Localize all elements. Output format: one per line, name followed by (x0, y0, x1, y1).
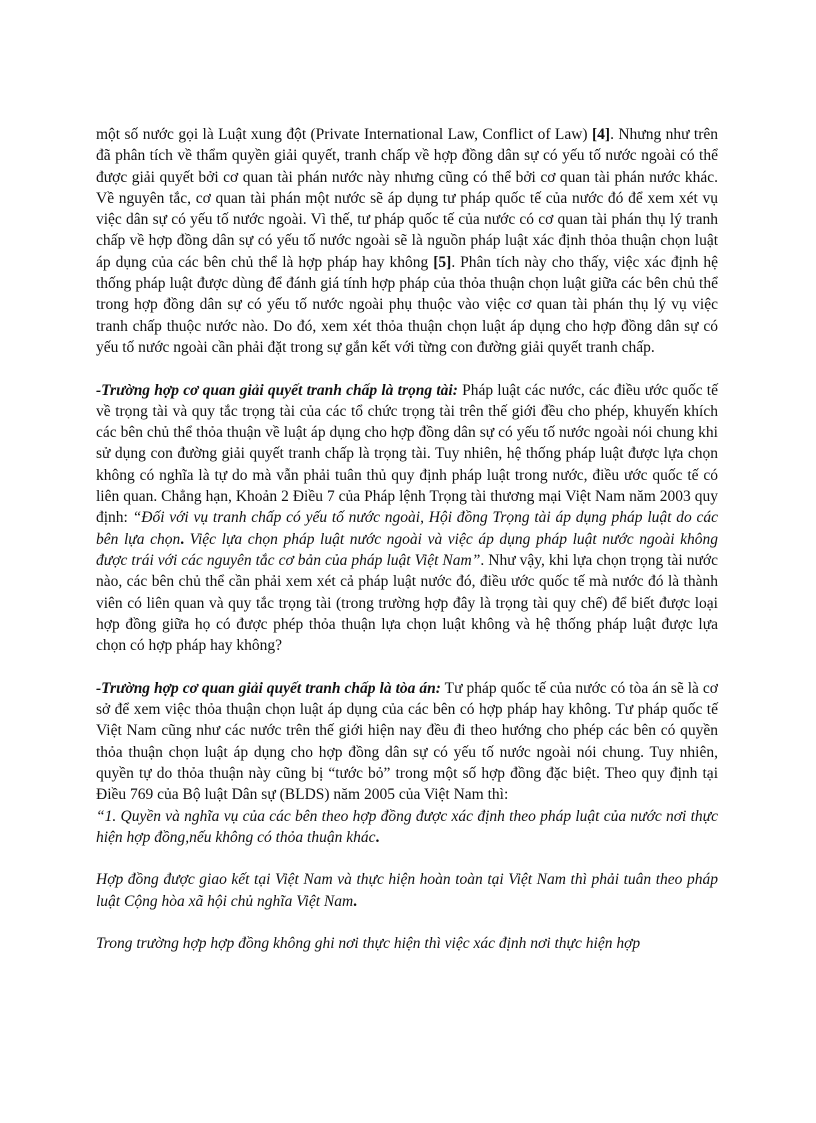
quote-clause-2 (96, 869, 718, 912)
paragraph-text: . Như vậy, khi lựa chọn trọng tài nước nào, các bên chủ thể cần phải xem xét cả pháp luật nước đó, điều ước quốc tế mà nước đó là thành viên có liên quan và quy tắc trọng tài (trong trường hợp đây là trọng tài quy chế) để biết được loại hợp đồng giữa họ có được phép thỏa thuận lựa chọn luật không và hệ thống pháp luật được lựa chọn có hợp pháp hay không? (96, 551, 718, 655)
paragraph-spacer (96, 912, 718, 933)
legal-quote: Trong trường hợp hợp đồng không ghi nơi thực hiện thì việc xác định nơi thực hiện hợp (96, 935, 641, 953)
paragraph-text: . Nhưng như trên đã phân tích về thẩm quyền giải quyết, tranh chấp về hợp đồng dân sự có yếu tố nước ngoài có thể được giải quyết bởi cơ quan tài phán nước này nhưng cũng có thể bởi cơ quan tài phán nước khác. Về nguyên tắc, cơ quan tài phán một nước sẽ áp dụng tư pháp quốc tế của nước đó để xem xét vụ việc dân sự có yếu tố nước ngoài. Vì thế, tư pháp quốc tế của nước có cơ quan tài phán thụ lý tranh chấp về hợp đồng dân sự có yếu tố nước ngoài sẽ là nguồn pháp luật xác định thỏa thuận chọn luật áp dụng của các bên chủ thể là hợp pháp hay không (96, 126, 718, 271)
legal-quote: “1. Quyền và nghĩa vụ của các bên theo hợp đồng được xác định theo pháp luật của nước nơi thực hiện hợp đồng,nếu không có thỏa thuận khác (96, 807, 718, 846)
paragraph-conflict-of-law (96, 124, 718, 358)
paragraph-spacer (96, 848, 718, 869)
paragraph-text: . Phân tích này cho thấy, việc xác định hệ thống pháp luật được dùng để đánh giá tính hợp pháp của thỏa thuận chọn luật giữa các bên chủ thể trong hợp đồng dân sự có yếu tố nước ngoài phụ thuộc vào việc cơ quan tài phán thụ lý vụ việc tranh chấp thuộc nước nào. Do đó, xem xét thỏa thuận chọn luật áp dụng cho hợp đồng dân sự có yếu tố nước ngoài cần phải đặt trong sự gắn kết với từng con đường giải quyết tranh chấp. (96, 253, 718, 356)
legal-quote: Hợp đồng được giao kết tại Việt Nam và thực hiện hoàn toàn tại Việt Nam thì phải tuân theo pháp luật Cộng hòa xã hội chủ nghĩa Việt Nam (96, 871, 718, 910)
section-lead: -Trường hợp cơ quan giải quyết tranh chấp là trọng tài: (96, 381, 458, 399)
paragraph-arbitration (96, 380, 718, 657)
citation-ref: [4] (592, 126, 611, 143)
section-lead: -Trường hợp cơ quan giải quyết tranh chấp là tòa án: (96, 679, 441, 697)
paragraph-court (96, 678, 718, 806)
paragraph-text: Pháp luật các nước, các điều ước quốc tế về trọng tài và quy tắc trọng tài của các tổ chức trọng tài trên thế giới đều cho phép, khuyến khích các bên chủ thể thỏa thuận về luật áp dụng cho hợp đồng dân sự có yếu tố nước ngoài nói chung khi sử dụng con đường giải quyết tranh chấp là trọng tài. Tuy nhiên, hệ thống pháp luật được lựa chọn không có nghĩa là tự do mà vẫn phải tuân thủ quy định pháp luật trong nước, điều ước quốc tế có liên quan. Chẳng hạn, Khoản 2 Điều 7 của Pháp lệnh Trọng tài thương mại Việt Nam năm 2003 quy định: (96, 381, 718, 527)
legal-quote: “Đối với vụ tranh chấp có yếu tố nước ngoài, Hội đồng Trọng tài áp dụng pháp luật do các bên lựa chọn (96, 509, 718, 548)
paragraph-text: một số nước gọi là Luật xung đột (Private International Law, Conflict of Law) (96, 126, 592, 143)
quote-clause-1 (96, 806, 718, 849)
paragraph-text: Tư pháp quốc tế của nước có tòa án sẽ là cơ sở để xem việc thỏa thuận chọn luật áp dụng của các bên có hợp pháp hay không. Tư pháp quốc tế Việt Nam cũng như các nước trên thế giới hiện nay đều đi theo hướng cho phép các bên có quyền thỏa thuận chọn luật áp dụng cho hợp đồng dân sự có yếu tố nước ngoài nói chung. Tuy nhiên, quyền tự do thỏa thuận này cũng bị “tước bỏ” trong một số hợp đồng đặc biệt. Theo quy định tại Điều 769 của Bộ luật Dân sự (BLDS) năm 2005 của Việt Nam thì: (96, 679, 719, 804)
quote-punct: . (375, 828, 380, 846)
legal-quote: Việc lựa chọn pháp luật nước ngoài và việc áp dụng pháp luật nước ngoài không được trái với các nguyên tắc cơ bản của pháp luật Việt Nam” (96, 530, 718, 569)
quote-punct: . (353, 892, 358, 910)
paragraph-spacer (96, 656, 718, 677)
document-page (96, 124, 718, 955)
paragraph-spacer (96, 358, 718, 379)
quote-punct: . (180, 530, 185, 548)
quote-clause-3 (96, 933, 718, 954)
citation-ref: [5] (433, 253, 452, 271)
